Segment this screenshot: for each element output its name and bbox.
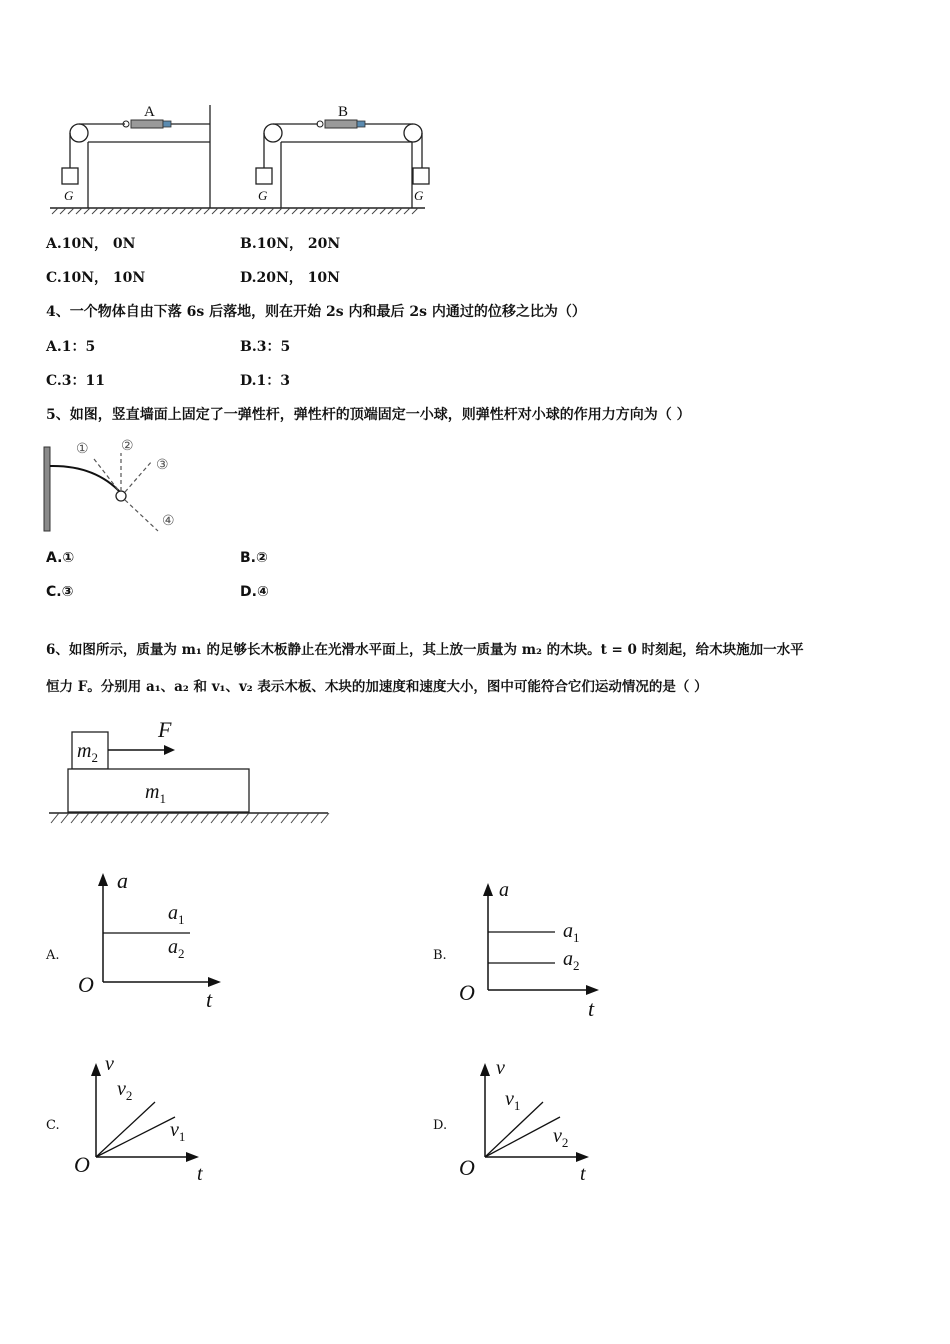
y-axis-label: v [496, 1057, 505, 1079]
option-text: 3：5 [256, 339, 291, 355]
option-letter: A. [46, 550, 63, 566]
option-text: ④ [256, 584, 269, 600]
series-label: a [168, 902, 178, 924]
weight-label: G [414, 188, 424, 203]
block-m1-sub: 1 [159, 791, 166, 806]
option-letter: B. [240, 339, 257, 355]
svg-text:v1: $v_1$ [505, 1088, 521, 1113]
series-label: a [168, 936, 178, 958]
series-label: a [563, 920, 573, 942]
direction-label: ② [121, 439, 134, 454]
svg-text:a2: $a_2$ [168, 936, 185, 961]
option-text: ③ [61, 584, 74, 600]
q3-option-d[interactable] [240, 271, 340, 285]
option-letter: C. [46, 373, 62, 389]
option-text: 3：11 [61, 373, 106, 389]
option-text: 1：3 [256, 373, 290, 389]
spring-scale-a [123, 120, 171, 128]
series-label: v [505, 1088, 514, 1110]
q5-option-c[interactable] [46, 585, 73, 599]
direction-label: ④ [162, 514, 175, 529]
direction-label: ③ [156, 458, 169, 473]
q3-option-a[interactable] [46, 237, 135, 251]
q6-stem-line-1: 6、如图所示，质量为 m₁ 的足够长木板静止在光滑水平面上，其上放一质量为 m₂ 的木块。t = 0 时刻起，给木块施加一水平 [46, 642, 804, 658]
option-letter: C. [46, 270, 62, 286]
block-m2-label: m [77, 740, 92, 762]
origin-label: O [459, 980, 475, 1005]
origin-label: O [74, 1152, 90, 1177]
option-letter: C. [46, 584, 62, 600]
origin-label: O [459, 1155, 475, 1180]
elastic-rod-figure [40, 435, 200, 535]
q4-option-c[interactable] [46, 374, 105, 388]
q6-stem-line-2: 恒力 F。分别用 a₁、a₂ 和 v₁、v₂ 表示木板、木块的加速度和速度大小，图中可能符合它们运动情况的是（ ） [46, 679, 708, 695]
q5-option-b[interactable] [240, 551, 268, 565]
q4-stem: 4、一个物体自由下落 6s 后落地，则在开始 2s 内和最后 2s 内通过的位移之比为（） [46, 304, 586, 320]
weight-label: G [64, 188, 74, 203]
svg-text:a2: $a_2$ [563, 948, 580, 973]
q5-option-a[interactable] [46, 551, 74, 565]
x-axis-label: t [580, 1163, 586, 1185]
svg-text:v2: $v_2$ [117, 1078, 133, 1103]
q6-option-c[interactable]: C. [46, 1118, 60, 1133]
series-label: v [553, 1125, 562, 1147]
scale-label-a: A [144, 104, 155, 120]
q6-option-a[interactable]: A. [46, 948, 60, 963]
series-label: a [563, 948, 573, 970]
graph-b [455, 870, 625, 1020]
spring-scales-figure [40, 95, 440, 220]
svg-text:v1: $v_1$ [170, 1119, 186, 1144]
option-text: 10N， 10N [61, 270, 146, 286]
series-label: v [170, 1119, 179, 1141]
option-text: ① [62, 550, 75, 566]
q5-stem: 5、如图，竖直墙面上固定了一弹性杆，弹性杆的顶端固定一小球，则弹性杆对小球的作用力方向为（ ） [46, 407, 691, 423]
q3-option-c[interactable] [46, 271, 145, 285]
x-axis-label: t [206, 987, 213, 1012]
option-text: 1：5 [61, 339, 96, 355]
force-label: F [158, 717, 172, 742]
svg-text:a1: $a_1$ [168, 902, 185, 927]
q6-option-b[interactable]: B. [433, 948, 447, 963]
option-letter: D. [240, 270, 257, 286]
svg-text:a1: $a_1$ [563, 920, 580, 945]
option-letter: B. [240, 550, 256, 566]
direction-label: ① [76, 442, 89, 457]
q5-option-d[interactable] [240, 585, 269, 599]
svg-text:v2: $v_2$ [553, 1125, 569, 1150]
series-line [96, 1102, 155, 1157]
x-axis-label: t [197, 1163, 203, 1185]
graph-a [70, 865, 240, 1015]
series-line [96, 1117, 175, 1157]
block-m1-label: m [145, 781, 160, 803]
weight-label: G [258, 188, 268, 203]
series-line [485, 1117, 560, 1157]
option-letter: A. [46, 236, 62, 252]
q4-option-a[interactable] [46, 340, 95, 354]
option-letter: B. [240, 236, 257, 252]
origin-label: O [78, 972, 94, 997]
y-axis-label: v [105, 1053, 114, 1075]
option-letter: D. [240, 373, 257, 389]
spring-scale-b [317, 120, 365, 128]
scale-label-b: B [338, 104, 349, 120]
option-letter: D. [240, 584, 257, 600]
graph-d [455, 1050, 605, 1190]
option-letter: A. [46, 339, 62, 355]
q3-option-b[interactable] [240, 237, 340, 251]
option-text: 20N， 10N [256, 270, 340, 286]
option-text: ② [256, 550, 268, 566]
y-axis-label: a [499, 879, 509, 901]
option-text: 10N， 20N [256, 236, 341, 252]
q4-option-d[interactable] [240, 374, 290, 388]
blocks-figure [45, 715, 335, 830]
option-text: 10N， 0N [61, 236, 136, 252]
y-axis-label: a [117, 868, 128, 893]
q6-option-d[interactable]: D. [433, 1118, 448, 1133]
graph-c [70, 1050, 220, 1190]
x-axis-label: t [588, 996, 595, 1020]
q4-option-b[interactable] [240, 340, 290, 354]
block-m2-sub: 2 [91, 750, 98, 765]
series-label: v [117, 1078, 126, 1100]
